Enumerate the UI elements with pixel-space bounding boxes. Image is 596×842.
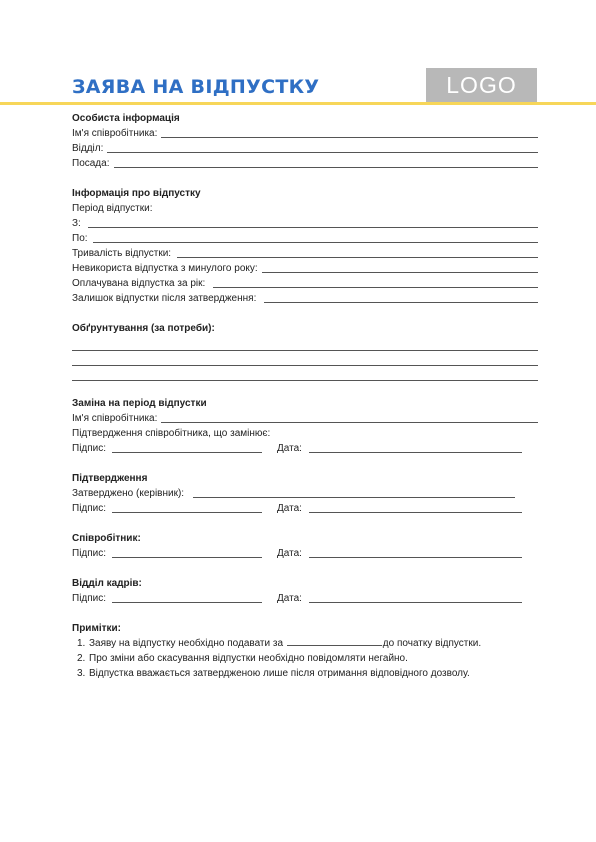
justification-line[interactable]: [72, 366, 538, 381]
notes-list: [72, 636, 538, 681]
date-input[interactable]: [309, 557, 522, 558]
employee-signature-row: [72, 546, 538, 561]
approved-by-input[interactable]: [193, 497, 515, 498]
note-number: 3.: [77, 668, 86, 679]
employee-name-label: Ім'я співробітника:: [72, 128, 158, 139]
from-input[interactable]: [88, 227, 538, 228]
section-title-replacement: Заміна на період відпустки: [72, 398, 207, 409]
field-position: [72, 156, 538, 171]
from-label: З:: [72, 218, 81, 229]
section-title-personal: Особиста інформація: [72, 113, 180, 124]
field-paid-per-year: [72, 276, 538, 291]
signature-label: Підпис:: [72, 443, 107, 454]
replacement-signature-row: [72, 441, 538, 456]
form-body: [72, 111, 538, 681]
date-input[interactable]: [309, 512, 522, 513]
date-label: Дата:: [277, 503, 302, 514]
section-title-hr: Відділ кадрів:: [72, 578, 142, 589]
justification-line[interactable]: [72, 336, 538, 351]
note-item: [72, 666, 538, 681]
signature-label: Підпис:: [72, 548, 107, 559]
field-department: [72, 141, 538, 156]
field-replacement-name: [72, 411, 538, 426]
unused-prev-label: Невикориста відпустка з минулого року:: [72, 263, 258, 274]
remaining-label: Залишок відпустки після затвердження:: [72, 293, 257, 304]
field-duration: [72, 246, 538, 261]
employee-name-input[interactable]: [161, 137, 538, 138]
duration-input[interactable]: [177, 257, 538, 258]
header-divider: [0, 102, 596, 105]
signature-label: Підпис:: [72, 593, 107, 604]
page-title: ЗАЯВА НА ВІДПУСТКУ: [72, 76, 320, 98]
signature-input[interactable]: [112, 512, 262, 513]
field-from: [72, 216, 538, 231]
date-input[interactable]: [309, 452, 522, 453]
note-item: [72, 636, 538, 651]
approved-by-label: Затверджено (керівник):: [72, 488, 185, 499]
field-remaining: [72, 291, 538, 306]
date-input[interactable]: [309, 602, 522, 603]
paid-per-year-input[interactable]: [213, 287, 538, 288]
signature-input[interactable]: [112, 557, 262, 558]
justification-line[interactable]: [72, 351, 538, 366]
signature-input[interactable]: [112, 602, 262, 603]
field-unused-prev: [72, 261, 538, 276]
section-title-leave: Інформація про відпустку: [72, 188, 201, 199]
section-title-notes: Примітки:: [72, 623, 121, 634]
signature-label: Підпис:: [72, 503, 107, 514]
notice-period-input[interactable]: [287, 637, 382, 646]
approval-signature-row: [72, 501, 538, 516]
date-label: Дата:: [277, 548, 302, 559]
hr-signature-row: [72, 591, 538, 606]
signature-input[interactable]: [112, 452, 262, 453]
to-input[interactable]: [93, 242, 538, 243]
department-label: Відділ:: [72, 143, 104, 154]
note-text: Про зміни або скасування відпустки необхідно повідомляти негайно.: [89, 653, 408, 664]
note-item: [72, 651, 538, 666]
section-title-justification: Обґрунтування (за потреби):: [72, 323, 215, 334]
duration-label: Тривалість відпустки:: [72, 248, 172, 259]
field-to: [72, 231, 538, 246]
replacement-name-label: Ім'я співробітника:: [72, 413, 158, 424]
to-label: По:: [72, 233, 88, 244]
paid-per-year-label: Оплачувана відпустка за рік:: [72, 278, 206, 289]
note-text: Відпустка вважається затвердженою лише після отримання відповідного дозволу.: [89, 668, 470, 679]
section-title-approval: Підтвердження: [72, 473, 148, 484]
position-input[interactable]: [114, 167, 539, 168]
unused-prev-input[interactable]: [262, 272, 538, 273]
remaining-input[interactable]: [264, 302, 538, 303]
field-employee-name: [72, 126, 538, 141]
note-text: Заяву на відпустку необхідно подавати за: [89, 638, 284, 649]
date-label: Дата:: [277, 593, 302, 604]
replacement-confirmation-label: Підтвердження співробітника, що замінює:: [72, 428, 271, 439]
date-label: Дата:: [277, 443, 302, 454]
replacement-name-input[interactable]: [161, 422, 538, 423]
logo-placeholder: LOGO: [426, 68, 537, 103]
leave-period-label: Період відпустки:: [72, 203, 153, 214]
note-text: до початку відпустки.: [382, 638, 482, 649]
position-label: Посада:: [72, 158, 110, 169]
note-number: 2.: [77, 653, 86, 664]
note-number: 1.: [77, 638, 86, 649]
section-title-employee: Співробітник:: [72, 533, 141, 544]
department-input[interactable]: [107, 152, 538, 153]
field-approved-by: [72, 486, 538, 501]
